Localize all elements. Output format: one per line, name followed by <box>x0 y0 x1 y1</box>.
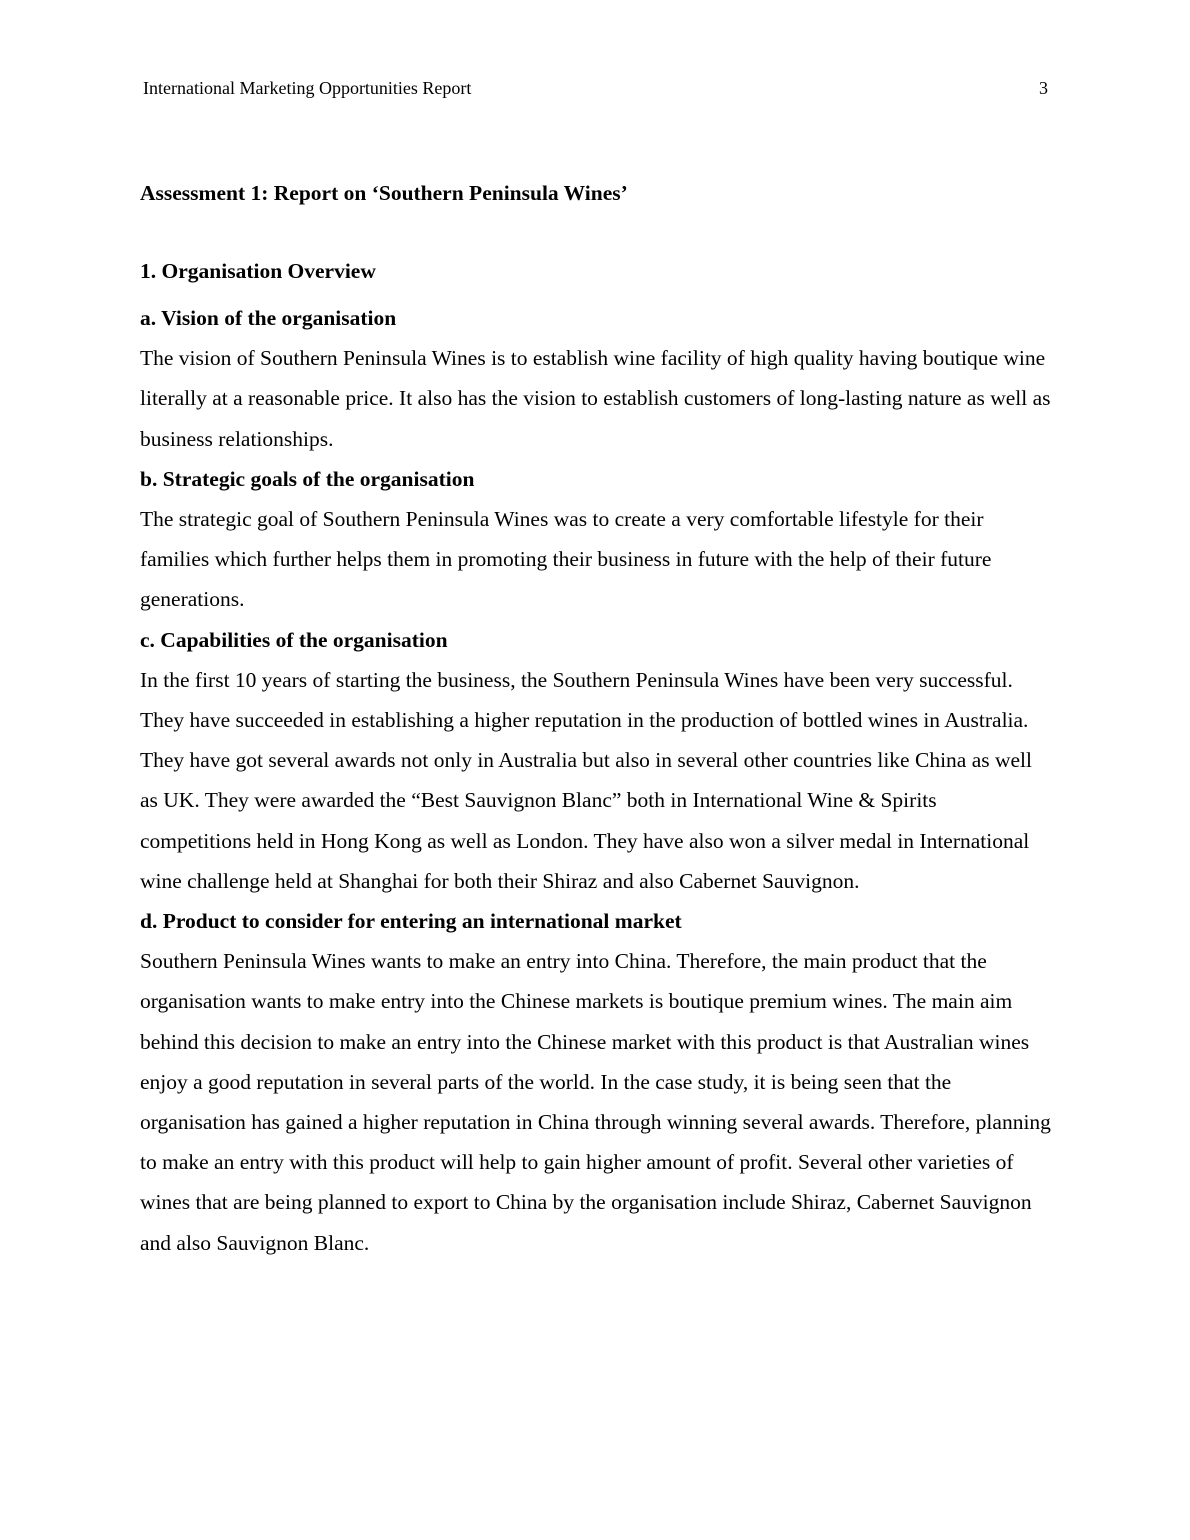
subsection-heading-capabilities: c. Capabilities of the organisation <box>140 627 448 652</box>
subsection-paragraph-vision: The vision of Southern Peninsula Wines is to establish wine facility of high quality having boutique wine literally at a reasonable price. It also has the vision to establish customers of long-lasting nature as well as business relationships. <box>140 346 1051 451</box>
running-header-title: International Marketing Opportunities Report <box>143 78 472 98</box>
subsection-paragraph-capabilities: In the first 10 years of starting the business, the Southern Peninsula Wines have been very successful. They have succeeded in establishing a higher reputation in the production of bottled wines in Australia. They have got several awards not only in Australia but also in several other countries like China as well as UK. They were awarded the “Best Sauvignon Blanc” both in International Wine & Spirits competitions held in Hong Kong as well as London. They have also won a silver medal in International wine challenge held at Shanghai for both their Shiraz and also Cabernet Sauvignon. <box>140 667 1033 893</box>
subsection-heading-strategic-goals: b. Strategic goals of the organisation <box>140 466 475 491</box>
document-body <box>140 178 1052 1263</box>
subsection-paragraph-product: Southern Peninsula Wines wants to make an entry into China. Therefore, the main product that the organisation wants to make entry into the Chinese markets is boutique premium wines. The main aim behind this decision to make an entry into the Chinese market with this product is that Australian wines enjoy a good reputation in several parts of the world. In the case study, it is being seen that the organisation has gained a higher reputation in China through winning several awards. Therefore, planning to make an entry with this product will help to gain higher amount of profit. Several other varieties of wines that are being planned to export to China by the organisation include Shiraz, Cabernet Sauvignon and also Sauvignon Blanc. <box>140 949 1051 1255</box>
document-title: Assessment 1: Report on ‘Southern Peninsula Wines’ <box>140 181 628 205</box>
subsection-heading-product: d. Product to consider for entering an international market <box>140 909 682 934</box>
subsection-paragraph-strategic-goals: The strategic goal of Southern Peninsula Wines was to create a very comfortable lifestyle for their families which further helps them in promoting their business in future with the help of their future generations. <box>140 507 992 612</box>
subsection-heading-vision: a. Vision of the organisation <box>140 306 397 330</box>
page-number: 3 <box>1039 78 1048 98</box>
section-heading: 1. Organisation Overview <box>140 259 376 283</box>
